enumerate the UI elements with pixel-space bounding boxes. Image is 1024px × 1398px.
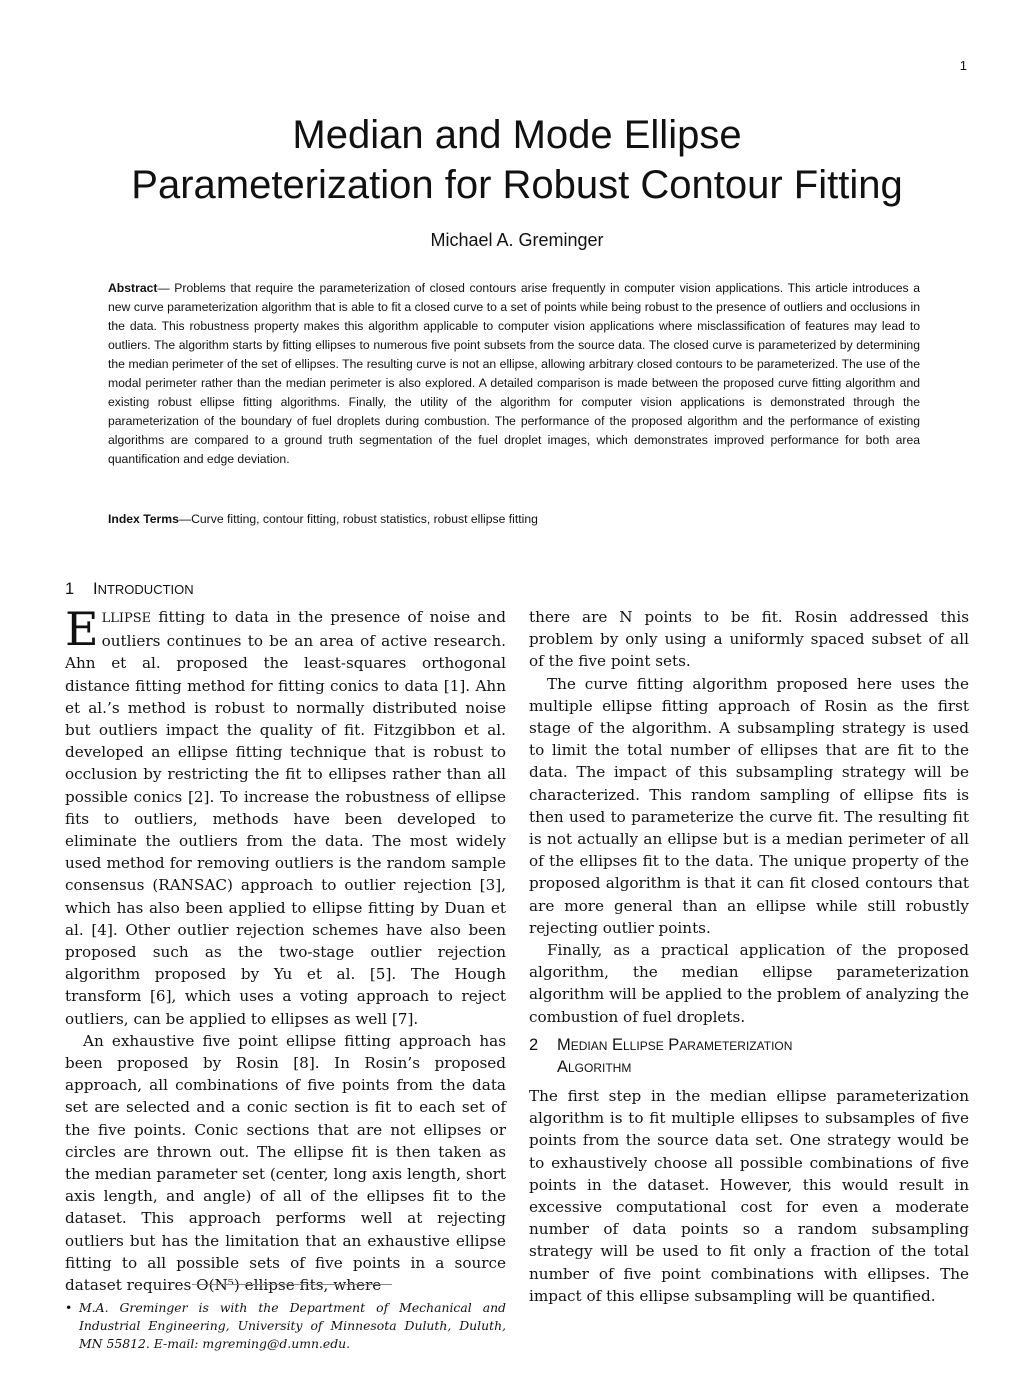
title-line-2: Parameterization for Robust Contour Fitting	[131, 163, 903, 207]
abstract-dash: —	[157, 281, 175, 295]
dropcap-rest: LLIPSE	[101, 611, 152, 626]
section-1-title-rest: NTRODUCTION	[97, 582, 194, 597]
dropcap: E	[65, 602, 99, 656]
section-1-paragraph-4: Finally, as a practical application of the proposed algorithm, the median ellipse parameterization algorithm will be applied to the problem of analyzing the combustion of fuel droplets.	[529, 941, 969, 1026]
section-1-paragraph-3: The curve fitting algorithm proposed here uses the multiple ellipse fitting approach of Rosin as the first stage of the algorithm. A subsampling strategy is used to limit the total number of ellipses that are fit to the data. The impact of this subsampling strategy will be characterized. This random sampling of ellipse fits is then used to parameterize the curve fit. The resulting fit is not actually an ellipse but is a median perimeter of all of the ellipses fit to the data. The unique property of the proposed algorithm is that it can fit closed contours that are more general than an ellipse while still robustly rejecting outlier points.	[529, 674, 969, 937]
section-2-number: 2	[529, 1036, 539, 1054]
title-block	[40, 110, 994, 251]
abstract-text: Problems that require the parameterization of closed contours arise frequently in computer vision applications. This article introduces a new curve parameterization algorithm that is able to fit a closed curve to a set of points while being robust to the presence of outliers and occlusions in the data. This robustness property makes this algorithm applicable to computer vision applications where misclassification of features may lead to outliers. The algorithm starts by fitting ellipses to numerous five point subsets from the source data. The closed curve is parameterized by determining the median perimeter of the set of ellipses. The resulting curve is not an ellipse, allowing arbitrary closed contours to be parameterized. The use of the modal perimeter rather than the median perimeter is also explored. A detailed comparison is made between the proposed curve fitting algorithm and existing robust ellipse fitting algorithms. Finally, the utility of the algorithm for computer vision applications is demonstrated through the parameterization of the boundary of fuel droplets during combustion. The performance of the proposed algorithm and the performance of existing algorithms are compared to a ground truth segmentation of the fuel droplet images, which demonstrates improved performance for both area quantification and edge deviation.	[108, 281, 921, 466]
page-number: 1	[959, 58, 967, 73]
section-1-number: 1	[65, 580, 75, 598]
footnote-bullet: •	[65, 1300, 73, 1315]
right-column-top	[529, 606, 969, 1028]
abstract	[108, 279, 920, 469]
section-2-title-line-2: Algorithm	[557, 1058, 632, 1076]
abstract-label: Abstract	[108, 281, 158, 295]
section-1-paragraph-2: An exhaustive five point ellipse fitting approach has been proposed by Rosin [8]. In Rosin’s proposed approach, all combinations of five points from the data set are selected and a conic section is fit to each set of the five points. Conic sections that are not ellipses or circles are thrown out. The ellipse fit is then taken as the median parameter set (center, long axis length, short axis length, and angle) of all of the ellipses fit to the dataset. This approach performs well at rejecting outliers but has the limitation that an exhaustive ellipse fitting to all possible sets of five points in a source dataset requires O(N⁵) ellipse fits, where	[65, 1031, 506, 1295]
paper-title	[40, 110, 994, 210]
footnote	[65, 1299, 506, 1353]
footnote-divider	[192, 1284, 392, 1285]
index-terms-label: Index Terms	[108, 512, 179, 526]
author: Michael A. Greminger	[430, 230, 604, 250]
section-2-paragraph-1: The first step in the median ellipse parameterization algorithm is to fit multiple ellipses to subsamples of five points from the source data set. One strategy would be to exhaustively choose all possible combinations of five points in the dataset. However, this would result in excessive computational cost for even a moderate number of data points so a random subsampling strategy will be used to fit only a fraction of the total number of five point combinations with ellipses. The impact of this ellipse subsampling will be quantified.	[529, 1087, 969, 1305]
footnote-text: M.A. Greminger is with the Department of Mechanical and Industrial Engineering, University of Minnesota Duluth, Duluth, MN 55812. E-mail: mgreming@d.umn.edu.	[79, 1300, 506, 1351]
section-1-paragraph-1	[65, 602, 506, 1030]
index-terms	[108, 510, 920, 529]
section-2-heading	[529, 1034, 969, 1078]
section-1-title-first: I	[93, 580, 98, 598]
right-column-bottom	[529, 1085, 969, 1307]
left-column	[65, 602, 506, 1296]
section-1-paragraph-1-text: fitting to data in the presence of noise and outliers continues to be an area of active research. Ahn et al. proposed the least-squares orthogonal distance fitting method for fitting conics to data [1]. Ahn et al.’s method is robust to normally distributed noise but outliers impact the quality of fit. Fitzgibbon et al. developed an ellipse fitting technique that is robust to occlusion by restricting the fit to ellipses rather than all possible conics [2]. To increase the robustness of ellipse fits to outliers, methods have been developed to eliminate the outliers from the data. The most widely used method for removing outliers is the random sample consensus (RANSAC) approach to outlier rejection [3], which has also been applied to ellipse fitting by Duan et al. [4]. Other outlier rejection schemes have also been proposed such as the two-stage outlier rejection algorithm proposed by Yu et al. [5]. The Hough transform [6], which uses a voting approach to reject outliers, can be applied to ellipses as well [7].	[65, 608, 506, 1028]
section-1-paragraph-2-continued: there are N points to be fit. Rosin addressed this problem by only using a uniformly spaced subset of all of the five point sets.	[529, 608, 969, 671]
index-terms-text: Curve fitting, contour fitting, robust statistics, robust ellipse fitting	[191, 512, 538, 526]
section-1-heading	[65, 578, 194, 601]
index-terms-dash: —	[178, 512, 192, 526]
section-2-title-line-1: Median Ellipse Parameterization	[557, 1036, 793, 1054]
title-line-1: Median and Mode Ellipse	[292, 113, 742, 157]
